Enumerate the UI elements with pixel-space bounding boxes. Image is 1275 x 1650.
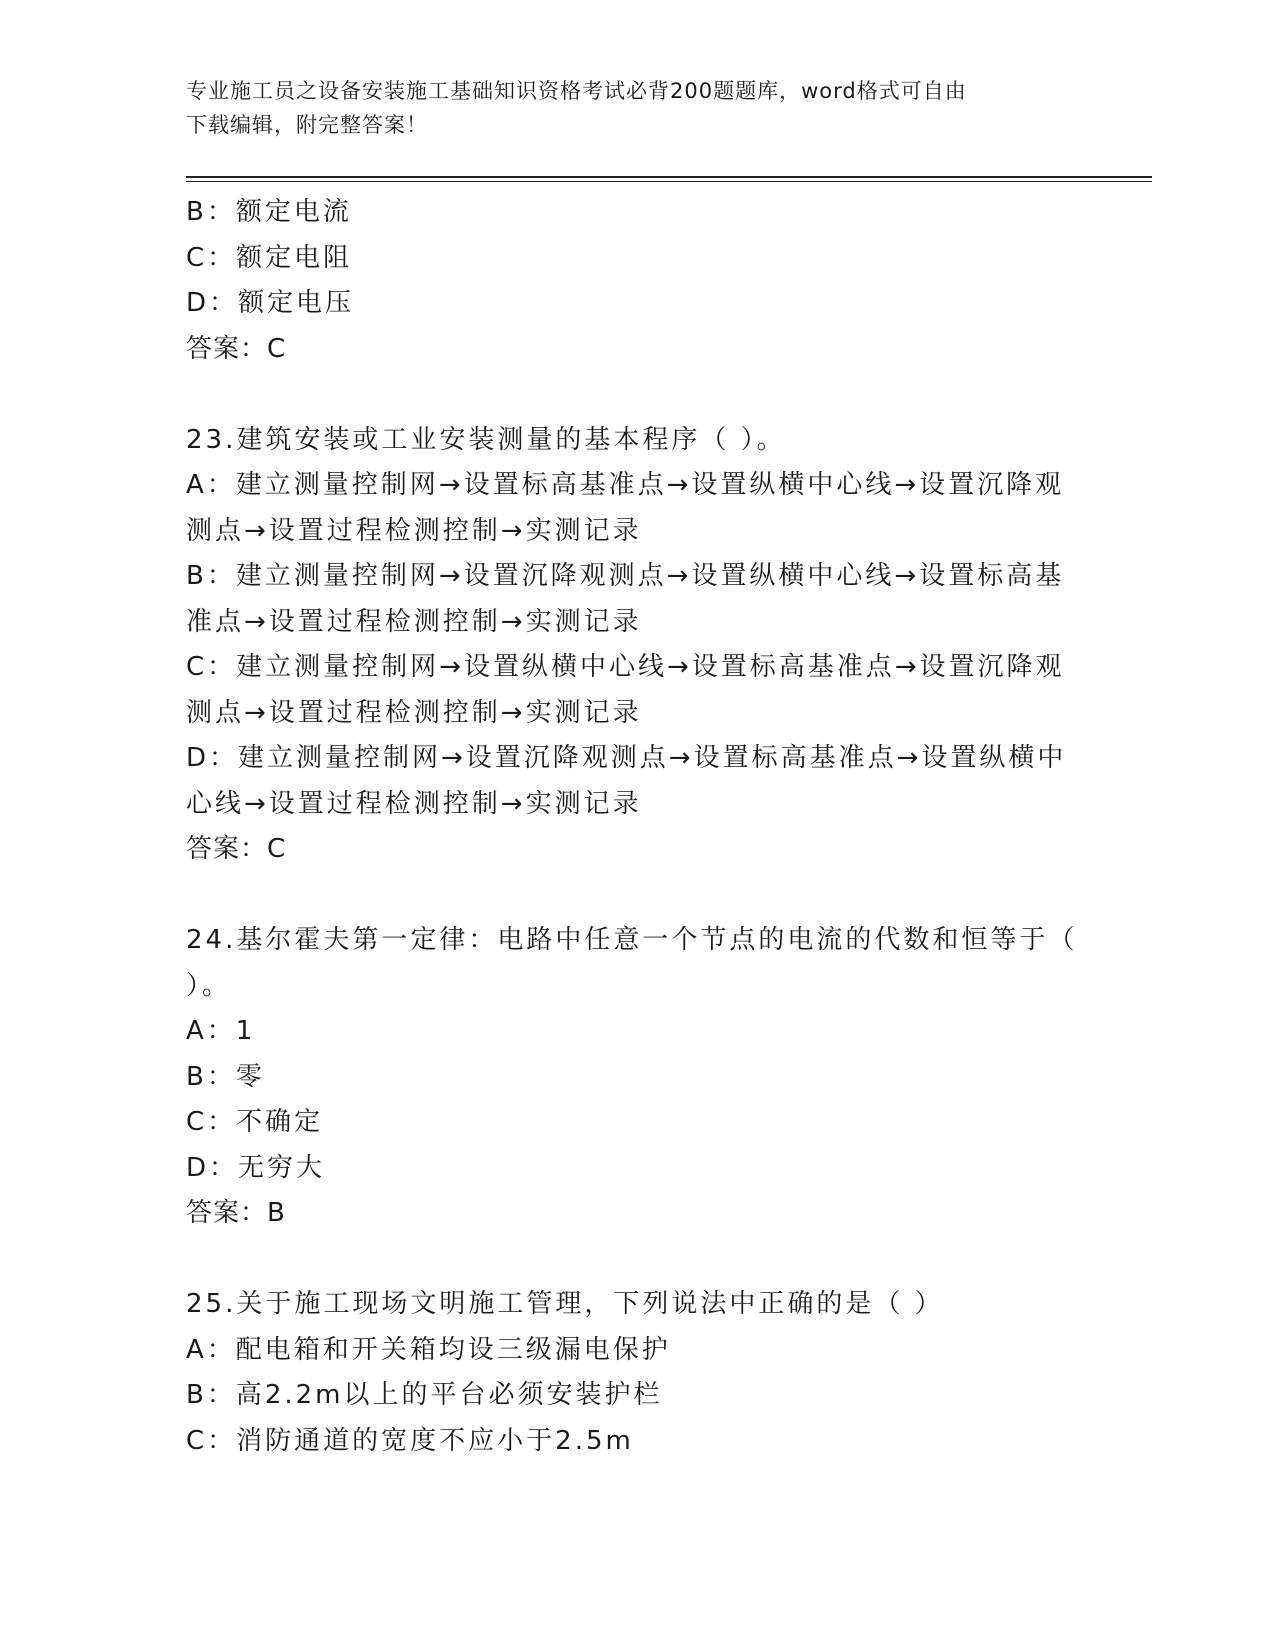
header-divider-thick [186, 176, 1152, 178]
question-text-line-2: ）。 [186, 970, 232, 1001]
option-c: C：消防通道的宽度不应小于2.5m [186, 1425, 634, 1456]
header-divider-thin [186, 181, 1152, 182]
question-text: 23.建筑安装或工业安装测量的基本程序（ ）。 [186, 424, 786, 455]
document-header [186, 74, 1066, 142]
option-b: B：额定电流 [186, 197, 352, 227]
option-b-line-1: B：建立测量控制网→设置沉降观测点→设置纵横中心线→设置标高基 [186, 561, 1065, 591]
question-text: 25.关于施工现场文明施工管理，下列说法中正确的是（ ） [186, 1289, 944, 1319]
option-c: C：不确定 [186, 1107, 324, 1137]
option-d: D：额定电压 [186, 288, 355, 318]
answer-line: 答案：C [186, 333, 287, 364]
option-b: B：高2.2m以上的平台必须安装护栏 [186, 1380, 663, 1410]
question-24 [186, 918, 1086, 1237]
answer-line: 答案：C [186, 834, 287, 864]
header-line-2: 下载编辑，附完整答案！ [186, 113, 428, 137]
option-d: D：无穷大 [186, 1152, 326, 1183]
option-b-line-2: 准点→设置过程检测控制→实测记录 [186, 606, 642, 637]
option-a-line-1: A：建立测量控制网→设置标高基准点→设置纵横中心线→设置沉降观 [186, 470, 1065, 500]
option-a-line-2: 测点→设置过程检测控制→实测记录 [186, 515, 642, 546]
option-a: A：1 [186, 1016, 256, 1046]
answer-line: 答案：B [186, 1198, 286, 1228]
question-22 [186, 190, 1086, 372]
question-23 [186, 418, 1086, 873]
option-c-line-2: 测点→设置过程检测控制→实测记录 [186, 697, 642, 728]
option-d-line-2: 心线→设置过程检测控制→实测记录 [186, 788, 642, 819]
header-line-1: 专业施工员之设备安装施工基础知识资格考试必背200题题库，word格式可自由 [186, 79, 967, 103]
option-d-line-1: D：建立测量控制网→设置沉降观测点→设置标高基准点→设置纵横中 [186, 743, 1067, 773]
option-c: C：额定电阻 [186, 242, 353, 273]
question-text-line-1: 24.基尔霍夫第一定律：电路中任意一个节点的电流的代数和恒等于（ [186, 925, 1078, 955]
option-c-line-1: C：建立测量控制网→设置纵横中心线→设置标高基准点→设置沉降观 [186, 652, 1065, 682]
question-25 [186, 1282, 1086, 1464]
option-a: A：配电箱和开关箱均设三级漏电保护 [186, 1334, 671, 1365]
question-list [186, 190, 1086, 1464]
option-b: B：零 [186, 1061, 265, 1092]
